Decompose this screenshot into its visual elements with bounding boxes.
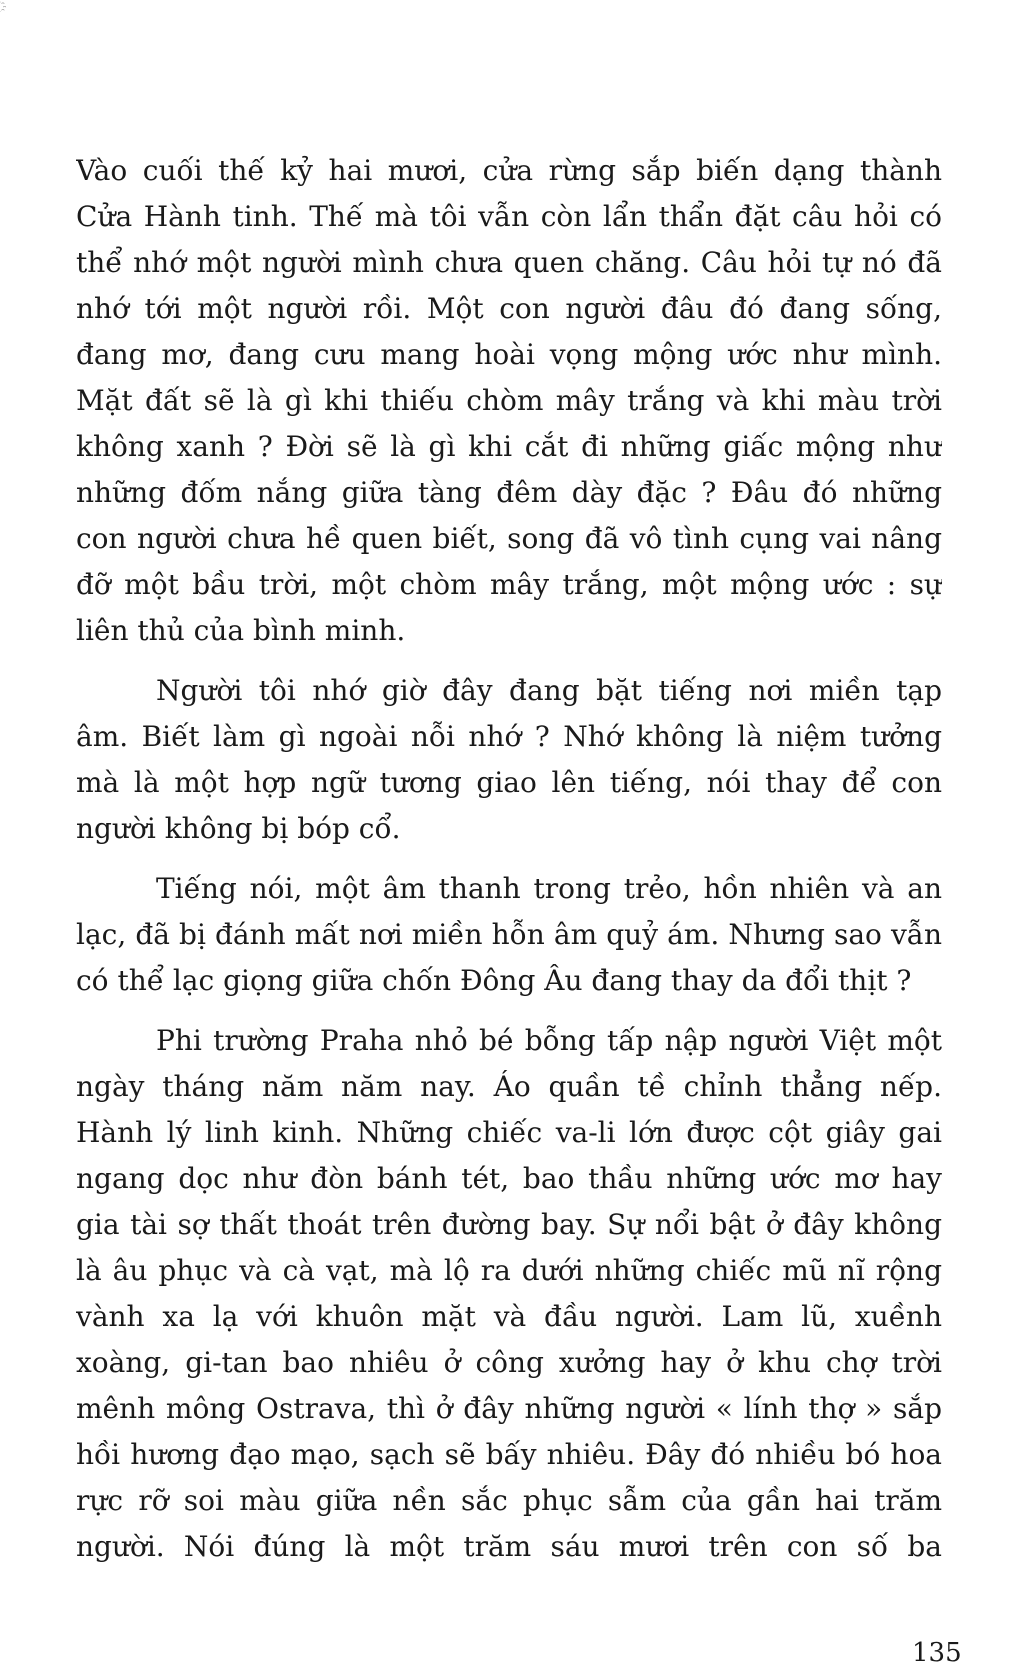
- paragraph-3: [76, 866, 942, 1004]
- text-line: Mặt đất sẽ là gì khi thiếu chòm mây trắng và khi màu trời: [76, 384, 942, 417]
- text-line: có thể lạc giọng giữa chốn Đông Âu đang thay da đổi thịt ?: [76, 964, 912, 997]
- paragraph-2: [76, 668, 942, 852]
- text-line: người. Nói đúng là một trăm sáu mươi trên con số ba: [76, 1530, 942, 1563]
- text-line: ngày tháng năm năm nay. Áo quần tề chỉnh thẳng nếp.: [76, 1070, 942, 1103]
- text-line: thể nhớ một người mình chưa quen chăng. Câu hỏi tự nó đã: [76, 246, 942, 279]
- text-line: Hành lý linh kinh. Những chiếc va-li lớn được cột giây gai: [76, 1116, 942, 1149]
- text-line: đang mơ, đang cưu mang hoài vọng mộng ước như mình.: [76, 338, 942, 371]
- text-line: âm. Biết làm gì ngoài nỗi nhớ ? Nhớ không là niệm tưởng: [76, 720, 942, 753]
- page-body: [76, 148, 942, 1570]
- text-line: Phi trường Praha nhỏ bé bỗng tấp nập người Việt một: [156, 1024, 942, 1057]
- text-line: rực rỡ soi màu giữa nền sắc phục sẫm của gần hai trăm: [76, 1484, 942, 1517]
- text-line: Tiếng nói, một âm thanh trong trẻo, hồn nhiên và an: [156, 872, 942, 905]
- text-line: con người chưa hề quen biết, song đã vô tình cụng vai nâng: [76, 522, 942, 555]
- text-line: Người tôi nhớ giờ đây đang bặt tiếng nơi miền tạp: [156, 674, 942, 707]
- scan-corner-mark: ҈: [2, 2, 7, 13]
- text-line: Vào cuối thế kỷ hai mươi, cửa rừng sắp biến dạng thành: [76, 154, 942, 187]
- text-line: người không bị bóp cổ.: [76, 812, 401, 845]
- text-line: xoàng, gi-tan bao nhiêu ở công xưởng hay ở khu chợ trời: [76, 1346, 942, 1379]
- paragraph-1: [76, 148, 942, 654]
- text-line: những đốm nắng giữa tàng đêm dày đặc ? Đâu đó những: [76, 476, 942, 509]
- text-line: lạc, đã bị đánh mất nơi miền hỗn âm quỷ ám. Nhưng sao vẫn: [76, 918, 942, 951]
- text-line: ngang dọc như đòn bánh tét, bao thầu những ước mơ hay: [76, 1162, 942, 1195]
- text-line: gia tài sợ thất thoát trên đường bay. Sự nổi bật ở đây không: [76, 1208, 942, 1241]
- text-line: mà là một hợp ngữ tương giao lên tiếng, nói thay để con: [76, 766, 942, 799]
- paragraph-4: [76, 1018, 942, 1570]
- text-line: đỡ một bầu trời, một chòm mây trắng, một mộng ước : sự: [76, 568, 942, 601]
- text-line: là âu phục và cà vạt, mà lộ ra dưới những chiếc mũ nĩ rộng: [76, 1254, 942, 1287]
- page-number: 135: [912, 1638, 962, 1668]
- text-line: mênh mông Ostrava, thì ở đây những người « lính thợ » sắp: [76, 1392, 942, 1425]
- text-line: nhớ tới một người rồi. Một con người đâu đó đang sống,: [76, 292, 942, 325]
- text-line: vành xa lạ với khuôn mặt và đầu người. Lam lũ, xuềnh: [76, 1300, 942, 1333]
- text-line: Cửa Hành tinh. Thế mà tôi vẫn còn lẩn thẩn đặt câu hỏi có: [76, 200, 942, 233]
- text-line: không xanh ? Đời sẽ là gì khi cắt đi những giấc mộng như: [76, 430, 942, 463]
- text-line: liên thủ của bình minh.: [76, 614, 406, 647]
- text-line: hồi hương đạo mạo, sạch sẽ bấy nhiêu. Đây đó nhiều bó hoa: [76, 1438, 942, 1471]
